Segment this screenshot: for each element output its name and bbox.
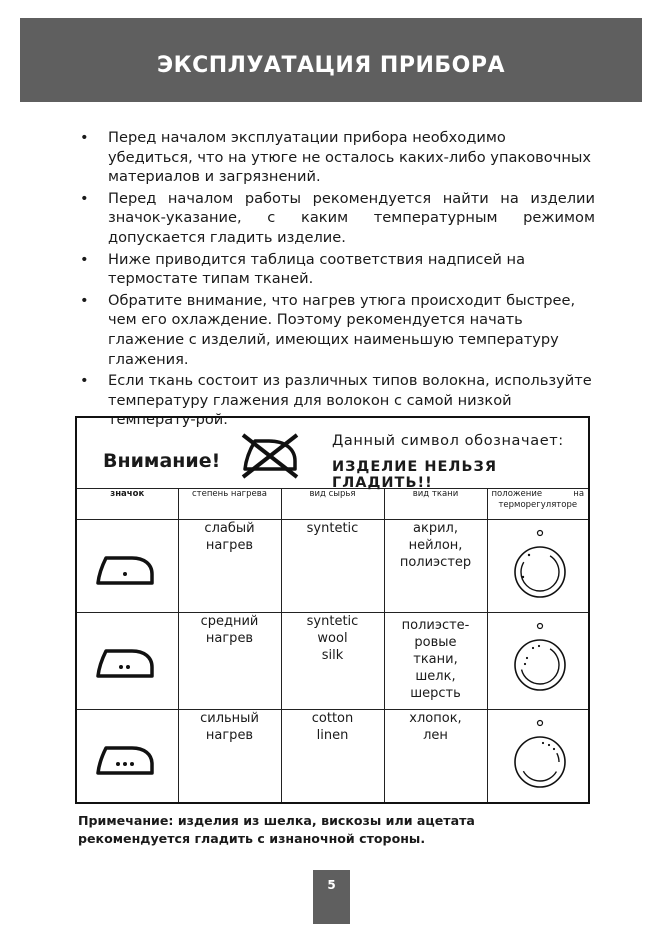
footnote: Примечание: изделия из шелка, вискозы или ацетата рекомендуется гладить с изнаночной стороны. (78, 813, 475, 846)
iron-cell (76, 520, 178, 613)
position-label-a: положение (491, 489, 543, 499)
instructions-list (80, 128, 595, 432)
list-item: • Перед началом работы рекомендуется найти на изделии значок-указание, с каким температурным режимом допускается гладить изделие. (80, 189, 595, 248)
position-label-b: на (573, 489, 585, 499)
iron-cell (76, 613, 178, 710)
thermostat-dial-high-icon (513, 717, 567, 797)
dial-cell (487, 613, 589, 710)
raw-text: silk (321, 648, 344, 663)
fabric-text: полиэсте- (401, 618, 470, 633)
ironing-table (75, 416, 590, 804)
thermostat-dial-medium-icon (513, 620, 567, 700)
table-row (76, 520, 589, 613)
heat-text: средний (200, 614, 259, 629)
page-title: ЭКСПЛУАТАЦИЯ ПРИБОРА (157, 52, 505, 78)
column-header-icon: значок (76, 489, 178, 520)
position-label-c: терморегуляторе (498, 500, 578, 510)
fabric-cell (384, 613, 487, 710)
page-number: 5 (313, 870, 350, 924)
heat-cell (178, 520, 281, 613)
dial-cell (487, 520, 589, 613)
fabric-text: полиэстер (399, 555, 472, 570)
iron-cell (76, 710, 178, 804)
list-item: • Ниже приводится таблица соответствия надписей на термостате типам тканей. (80, 250, 595, 289)
fabric-text: нейлон, (408, 538, 463, 553)
heat-cell (178, 613, 281, 710)
heat-text: нагрев (205, 538, 254, 553)
warning-line-1: Данный символ обозначает: (332, 433, 564, 449)
iron-one-dot-icon (95, 554, 155, 586)
raw-cell (281, 710, 384, 804)
fabric-text: лен (423, 728, 448, 743)
fabric-text: шелк, (415, 669, 456, 684)
column-header-raw: вид сырья (281, 489, 384, 520)
heat-text: нагрев (205, 631, 254, 646)
dial-cell (487, 710, 589, 804)
list-item: • Обратите внимание, что нагрев утюга происходит быстрее, чем его охлаждение. Поэтому рекомендуется начать глажение с изделий, имеющих наименьшую температуру глажения. (80, 291, 595, 369)
do-not-iron-icon (237, 431, 303, 479)
table-row (76, 613, 589, 710)
raw-text: linen (316, 728, 349, 743)
heat-cell (178, 710, 281, 804)
raw-text: syntetic (306, 614, 359, 629)
fabric-text: ткани, (413, 652, 458, 667)
raw-text: syntetic (306, 521, 359, 536)
fabric-text: хлопок, (409, 711, 462, 726)
heat-text: сильный (200, 711, 259, 726)
fabric-text: ровые (414, 635, 457, 650)
heat-text: нагрев (205, 728, 254, 743)
warning-title: Внимание! (103, 450, 221, 472)
column-header-position (487, 489, 589, 520)
raw-cell (281, 520, 384, 613)
warning-line-2: ИЗДЕЛИЕ НЕЛЬЗЯ ГЛАДИТЬ!! (332, 459, 497, 491)
list-item: • Если ткань состоит из различных типов волокна, используйте температуру глажения для волокон с самой низкой температу-рой. (80, 371, 595, 430)
warning-box (76, 417, 589, 489)
fabric-cell (384, 710, 487, 804)
fabric-text: акрил, (413, 521, 458, 536)
iron-two-dots-icon (95, 647, 155, 679)
fabric-cell (384, 520, 487, 613)
list-item: • Перед началом эксплуатации прибора необходимо убедиться, что на утюге не осталось каких-либо упаковочных материалов и загрязнений. (80, 128, 595, 187)
raw-cell (281, 613, 384, 710)
page-header (20, 18, 642, 102)
column-header-heat: степень нагрева (178, 489, 281, 520)
heat-text: слабый (204, 521, 255, 536)
table-row (76, 710, 589, 804)
fabric-text: шерсть (410, 686, 461, 701)
raw-text: wool (317, 631, 348, 646)
raw-text: cotton (311, 711, 354, 726)
thermostat-dial-low-icon (513, 527, 567, 607)
column-header-fabric: вид ткани (384, 489, 487, 520)
iron-three-dots-icon (95, 744, 155, 776)
